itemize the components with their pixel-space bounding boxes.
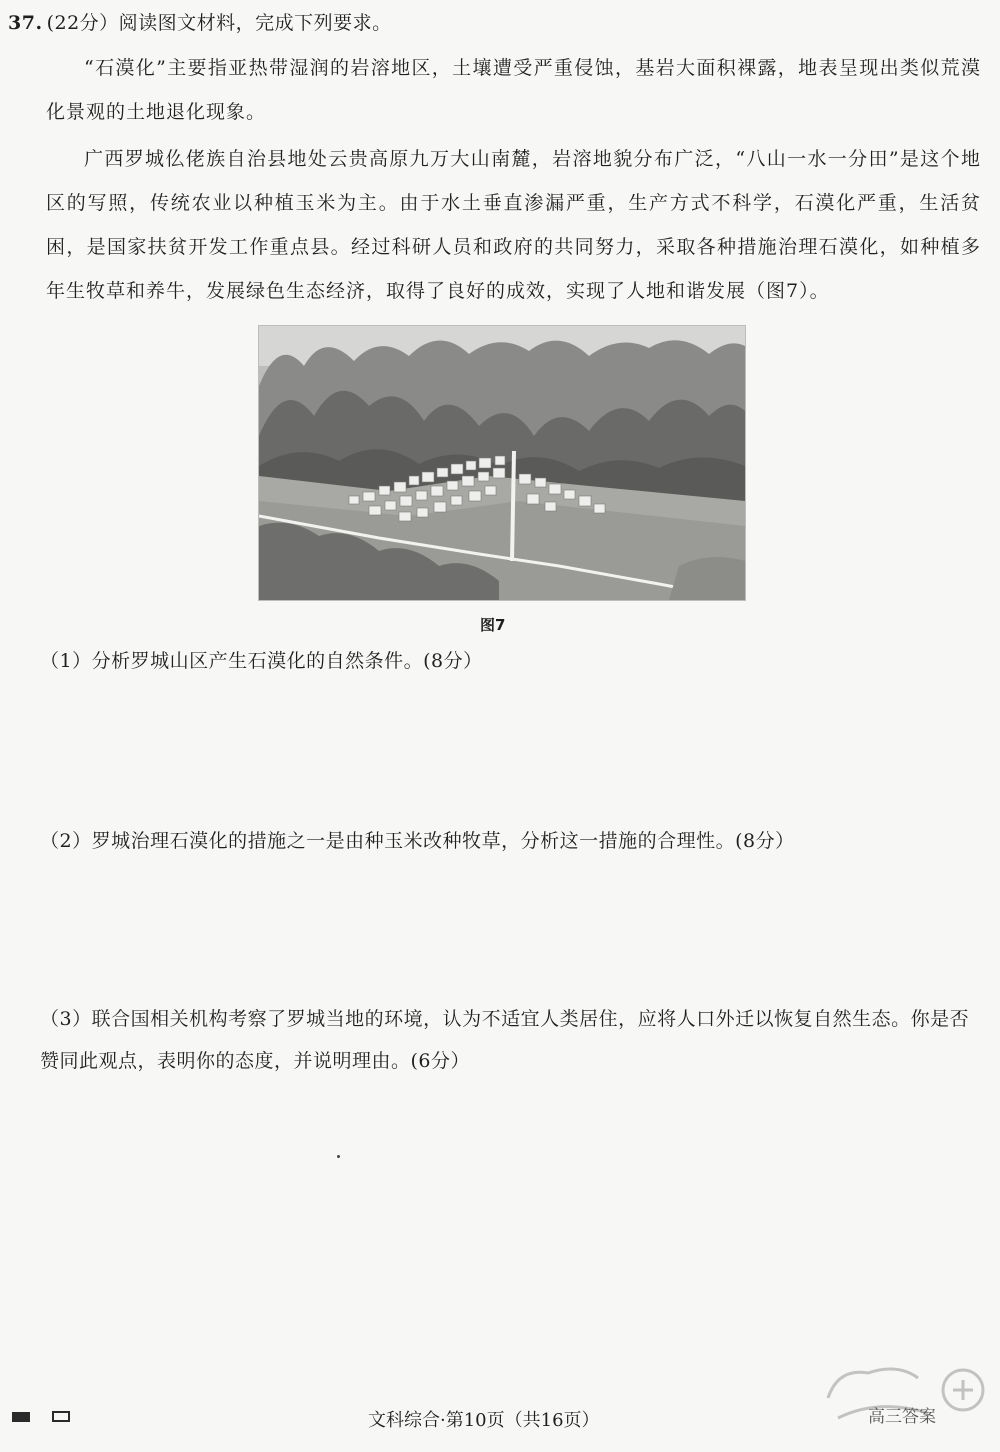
question-header <box>8 8 392 35</box>
question-title: (22分）阅读图文材料，完成下列要求。 <box>46 12 392 34</box>
material-paragraph-2: 广西罗城仫佬族自治县地处云贵高原九万大山南麓，岩溶地貌分布广泛，“八山一水一分田”是这个地区的写照，传统农业以种植玉米为主。由于水土垂直渗漏严重，生产方式不科学，石漠化严重，生活贫困，是国家扶贫开发工作重点县。经过科研人员和政府的共同努力，采取各种措施治理石漠化，如种植多年生牧草和养牛，发展绿色生态经济，取得了良好的成效，实现了人地和谐发展（图7）。 <box>46 148 981 302</box>
question-number: 37. <box>8 12 43 34</box>
alignment-marker-solid-icon <box>12 1412 30 1422</box>
sub-question-2: （2）罗城治理石漠化的措施之一是由种玉米改种牧草，分析这一措施的合理性。(8分） <box>40 830 795 852</box>
figure-caption: 图7 <box>480 616 506 634</box>
scan-dot <box>337 1155 340 1158</box>
watermark-text: 高三答案 <box>868 1407 936 1427</box>
answer-space-3[interactable] <box>40 1090 970 1370</box>
karst-village-photo <box>258 325 746 601</box>
answer-space-2[interactable] <box>40 870 970 990</box>
alignment-marker-hollow-icon <box>52 1411 70 1422</box>
page-number: 文科综合·第10页（共16页） <box>368 1410 600 1431</box>
sub-question-1: （1）分析罗城山区产生石漠化的自然条件。(8分） <box>40 650 483 672</box>
answer-space-1[interactable] <box>40 690 970 810</box>
material-paragraph-1: “石漠化”主要指亚热带湿润的岩溶地区，土壤遭受严重侵蚀，基岩大面积裸露，地表呈现出类似荒漠化景观的土地退化现象。 <box>46 57 981 123</box>
sub-question-3: （3）联合国相关机构考察了罗城当地的环境，认为不适宜人类居住，应将人口外迁以恢复自然生态。你是否赞同此观点，表明你的态度，并说明理由。(6分） <box>40 1008 970 1072</box>
